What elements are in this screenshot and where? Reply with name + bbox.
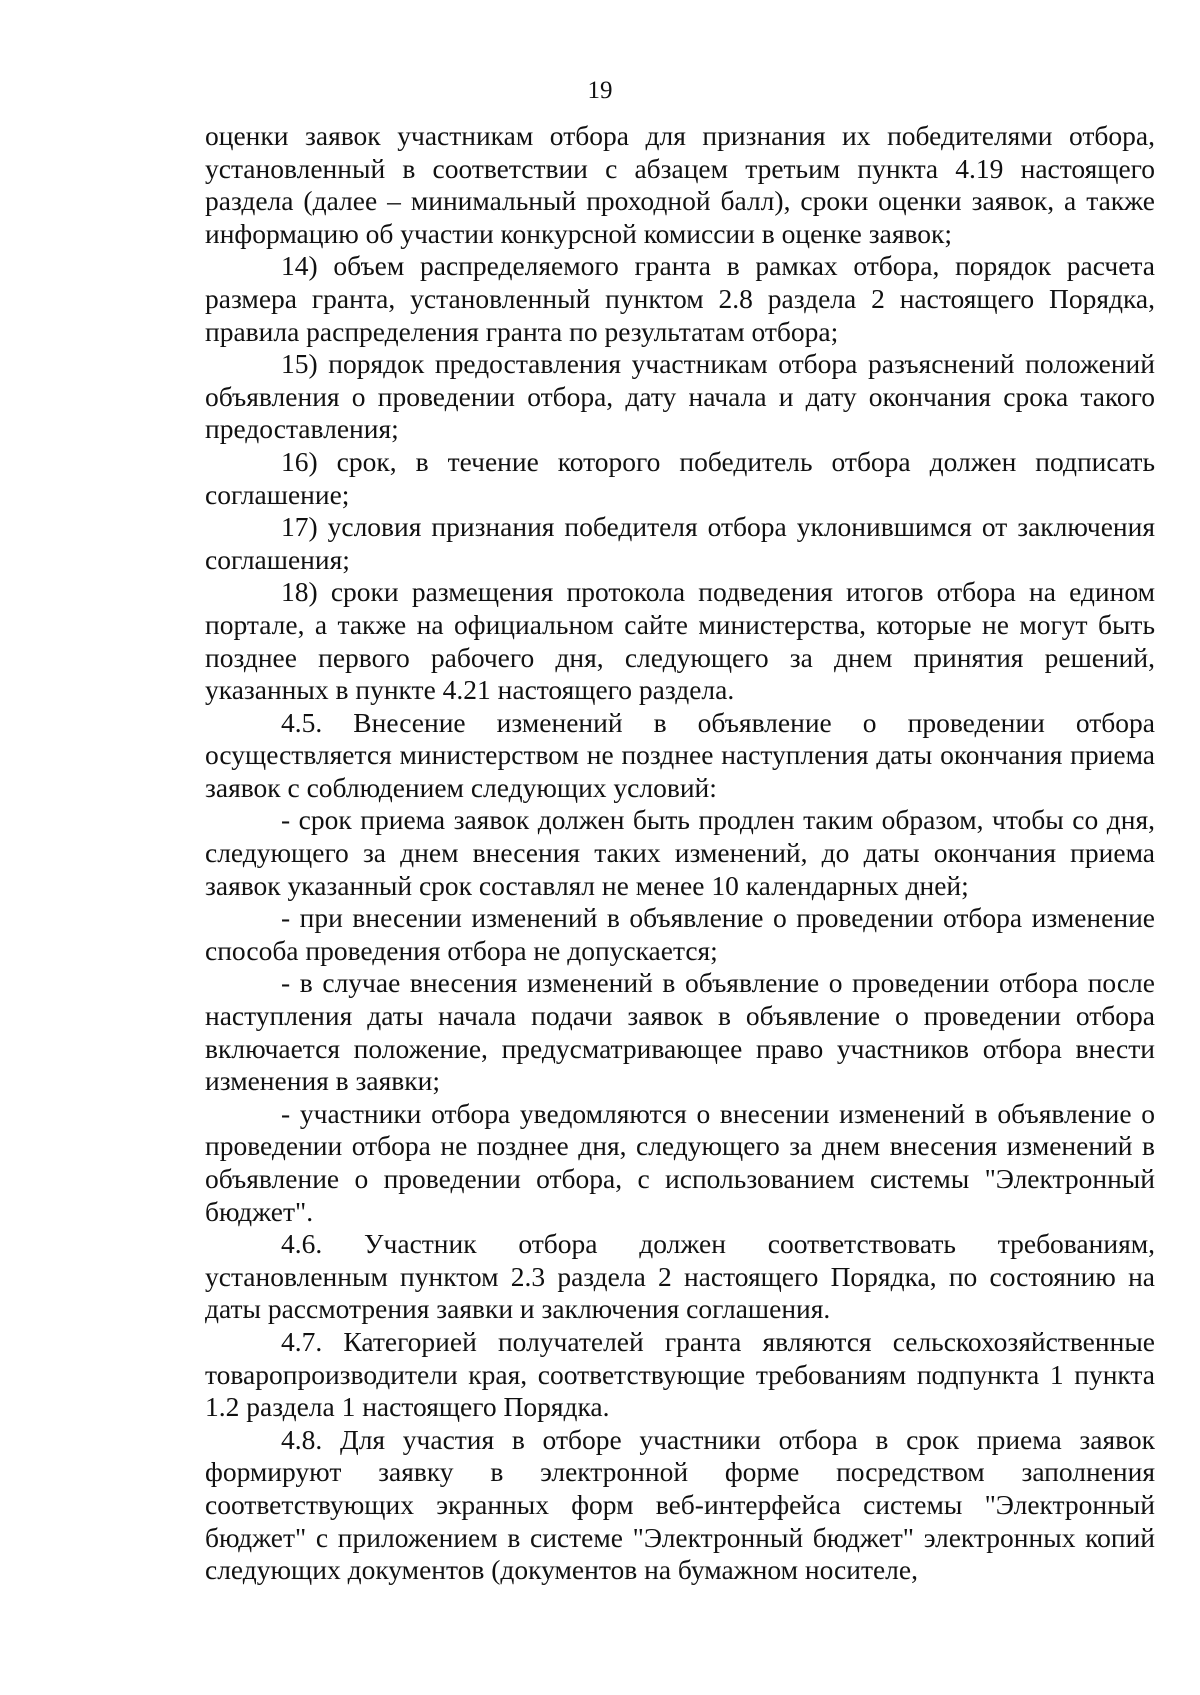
list-item-18: 18) сроки размещения протокола подведения итогов отбора на едином портале, а также на официальном сайте министерства, которые не могут быть позднее первого рабочего дня, следующего за днем принятия решений, указанных в пункте 4.21 настоящего раздела.	[205, 576, 1155, 706]
clause-4-5: 4.5. Внесение изменений в объявление о проведении отбора осуществляется министерством не позднее наступления даты окончания приема заявок с соблюдением следующих условий:	[205, 706, 1155, 803]
paragraph-continuation: оценки заявок участникам отбора для признания их победителями отбора, установленный в соответствии с абзацем третьим пункта 4.19 настоящего раздела (далее – минимальный проходной балл), сроки оценки заявок, а также информацию об участии конкурсной комиссии в оценке заявок;	[205, 120, 1155, 249]
list-item-14: 14) объем распределяемого гранта в рамках отбора, порядок расчета размера гранта, установленный пунктом 2.8 раздела 2 настоящего Порядка, правила распределения гранта по результатам отбора;	[205, 250, 1155, 347]
clause-4-7: 4.7. Категорией получателей гранта являются сельскохозяйственные товаропроизводители края, соответствующие требованиям подпункта 1 пункта 1.2 раздела 1 настоящего Порядка.	[205, 1325, 1155, 1423]
list-item-17: 17) условия признания победителя отбора уклонившимся от заключения соглашения;	[205, 511, 1155, 575]
clause-4-8: 4.8. Для участия в отборе участники отбора в срок приема заявок формируют заявку в электронной форме посредством заполнения соответствующих экранных форм веб-интерфейса системы "Электронный бюджет" с приложением в системе "Электронный бюджет" электронных копий следующих документов (документов на бумажном носителе,	[205, 1423, 1155, 1586]
clause-4-5-condition-2: - при внесении изменений в объявление о проведении отбора изменение способа проведения отбора не допускается;	[205, 902, 1155, 966]
clause-4-5-condition-4: - участники отбора уведомляются о внесении изменений в объявление о проведении отбора не позднее дня, следующего за днем внесения изменений в объявление о проведении отбора, с использованием системы "Электронный бюджет".	[205, 1097, 1155, 1227]
document-body	[205, 120, 1155, 1587]
list-item-15: 15) порядок предоставления участникам отбора разъяснений положений объявления о проведении отбора, дату начала и дату окончания срока такого предоставления;	[205, 348, 1155, 445]
page-number: 19	[587, 77, 613, 104]
list-item-16: 16) срок, в течение которого победитель отбора должен подписать соглашение;	[205, 445, 1155, 510]
clause-4-5-condition-1: - срок приема заявок должен быть продлен таким образом, чтобы со дня, следующего за днем внесения таких изменений, до даты окончания приема заявок указанный срок составлял не менее 10 календарных дней;	[205, 804, 1155, 901]
clause-4-6: 4.6. Участник отбора должен соответствовать требованиям, установленным пунктом 2.3 раздела 2 настоящего Порядка, по состоянию на даты рассмотрения заявки и заключения соглашения.	[205, 1228, 1155, 1325]
clause-4-5-condition-3: - в случае внесения изменений в объявление о проведении отбора после наступления даты начала подачи заявок в объявление о проведении отбора включается положение, предусматривающее право участников отбора внести изменения в заявки;	[205, 967, 1155, 1097]
